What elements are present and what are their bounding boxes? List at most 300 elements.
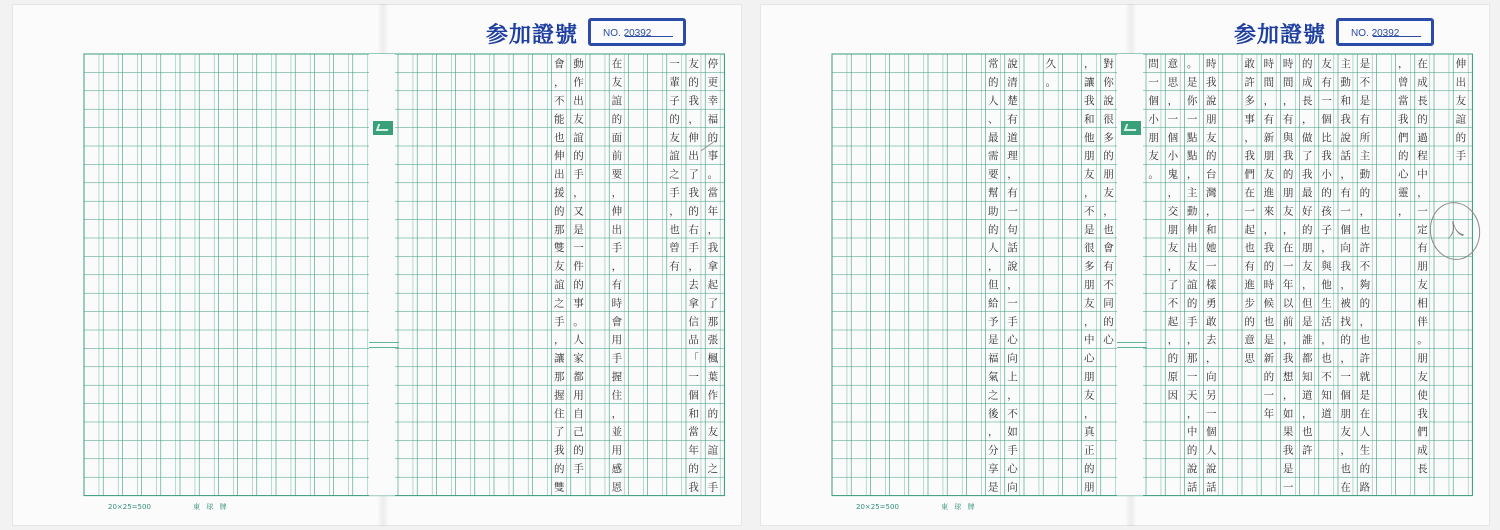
essay-char: 雙 — [554, 242, 565, 255]
essay-char: 友 — [1263, 168, 1275, 181]
essay-char: 心 — [1007, 463, 1018, 476]
essay-char: 主 — [1186, 187, 1198, 200]
essay-char: 楓 — [707, 352, 719, 365]
essay-char: 是 — [1359, 95, 1371, 108]
essay-char: 所 — [1359, 131, 1371, 144]
essay-char: 我 — [1302, 168, 1313, 181]
essay-char: 我 — [554, 444, 565, 457]
essay-char: 進 — [1263, 187, 1275, 200]
essay-char: 我 — [1282, 150, 1294, 163]
essay-char: 有 — [1321, 76, 1332, 89]
essay-char: 住 — [611, 389, 623, 402]
grid-lines — [84, 54, 724, 496]
essay-char: 朋 — [1084, 150, 1095, 163]
essay-char: 時 — [1263, 58, 1275, 71]
essay-char: 有 — [611, 279, 623, 292]
essay-char: 成 — [1417, 444, 1428, 457]
essay-char: 的 — [1186, 444, 1198, 457]
page-title: 参加證號 — [486, 22, 579, 48]
essay-char: 中 — [1417, 168, 1428, 181]
essay-char: 不 — [554, 95, 565, 108]
essay-char: 候 — [1263, 297, 1275, 310]
manuscript-grid — [760, 4, 1490, 526]
essay-char: 話 — [1340, 150, 1351, 163]
essay-char: 在 — [1244, 187, 1255, 200]
essay-char: 被 — [1340, 297, 1351, 310]
essay-char: 的 — [1103, 315, 1114, 328]
essay-char: 援 — [554, 187, 565, 200]
essay-char: 曾 — [669, 242, 680, 255]
essay-char: 我 — [707, 242, 719, 255]
essay-char: 有 — [1007, 113, 1018, 126]
essay-char: 意 — [1167, 58, 1179, 71]
essay-char: 是 — [1359, 58, 1371, 71]
essay-char: ， — [1103, 205, 1114, 218]
essay-char: 手 — [669, 187, 680, 200]
number-label: NO. — [603, 28, 621, 39]
essay-char: 一 — [1321, 95, 1332, 108]
essay-char: 個 — [1206, 426, 1217, 439]
essay-char: 右 — [688, 223, 699, 236]
essay-char: 的 — [707, 131, 719, 144]
essay-char: 如 — [1007, 426, 1018, 439]
essay-char: 手 — [573, 168, 584, 181]
essay-char: 有 — [1263, 113, 1275, 126]
essay-char: 我 — [1244, 150, 1255, 163]
essay-char: 理 — [1007, 150, 1018, 163]
essay-char: ， — [1359, 315, 1371, 328]
essay-char: 使 — [1417, 389, 1428, 402]
essay-char: 是 — [1302, 315, 1313, 328]
essay-char: 手 — [611, 352, 623, 365]
essay-char: 友 — [707, 426, 719, 439]
essay-char: ， — [1282, 389, 1294, 402]
essay-char: 友 — [611, 76, 623, 89]
essay-char: 成 — [1302, 76, 1313, 89]
essay-char: 不 — [1084, 205, 1095, 218]
essay-char: ， — [1340, 279, 1351, 292]
essay-char: 更 — [707, 76, 719, 89]
essay-char: 與 — [1321, 260, 1332, 273]
essay-char: 讓 — [1084, 76, 1095, 89]
essay-char: 作 — [707, 389, 719, 402]
essay-char: ， — [1282, 95, 1294, 108]
essay-char: 予 — [988, 315, 999, 328]
essay-char: 誼 — [1186, 279, 1198, 292]
essay-char: 是 — [988, 481, 999, 494]
essay-char: 很 — [1084, 242, 1095, 255]
essay-char: 友 — [1186, 260, 1198, 273]
essay-char: 之 — [707, 463, 719, 476]
essay-char: ， — [1167, 334, 1179, 347]
essay-char: 也 — [1263, 315, 1275, 328]
essay-char: 夠 — [1359, 279, 1371, 292]
essay-char: ， — [611, 260, 623, 273]
essay-char: 我 — [1398, 113, 1409, 126]
essay-char: 當 — [1398, 95, 1409, 108]
essay-char: 不 — [1103, 279, 1114, 292]
essay-char: 手 — [573, 463, 584, 476]
essay-char: ， — [1263, 223, 1275, 236]
essay-char: 友 — [1302, 260, 1313, 273]
essay-char: 友 — [1167, 242, 1179, 255]
handwritten-essay — [988, 57, 1467, 493]
essay-char: 一 — [1340, 205, 1351, 218]
essay-char: 了 — [707, 297, 719, 310]
essay-char: 伸 — [1455, 58, 1467, 71]
essay-char: 是 — [1186, 76, 1198, 89]
essay-char: 的 — [1340, 334, 1351, 347]
essay-char: 的 — [1282, 168, 1294, 181]
essay-char: 的 — [1263, 260, 1275, 273]
essay-char: 的 — [1302, 223, 1313, 236]
essay-char: 和 — [688, 407, 699, 420]
essay-char: 友 — [1148, 150, 1159, 163]
essay-char: 對 — [1103, 58, 1114, 71]
essay-char: 話 — [1206, 481, 1217, 494]
essay-char: 出 — [611, 223, 623, 236]
essay-char: 一 — [1340, 371, 1351, 384]
essay-char: 去 — [688, 279, 699, 292]
essay-char: 如 — [1282, 407, 1294, 420]
essay-char: 友 — [1084, 389, 1095, 402]
number-underline — [1373, 36, 1421, 37]
essay-char: 找 — [1340, 315, 1351, 328]
essay-char: 用 — [611, 334, 623, 347]
essay-char: 也 — [669, 223, 680, 236]
essay-char: 個 — [1321, 113, 1332, 126]
essay-char: 思 — [1167, 76, 1179, 89]
essay-char: 年 — [1282, 279, 1294, 292]
essay-char: 一 — [1007, 205, 1018, 218]
essay-char: 起 — [1244, 223, 1255, 236]
essay-char: 說 — [1186, 463, 1198, 476]
essay-char: 一 — [1186, 371, 1198, 384]
essay-char: 和 — [1084, 113, 1095, 126]
essay-char: 的 — [573, 444, 584, 457]
essay-char: 「 — [688, 352, 699, 365]
essay-char: 的 — [573, 279, 584, 292]
essay-char: 又 — [573, 205, 584, 218]
essay-char: 一 — [669, 58, 680, 71]
essay-char: 友 — [573, 113, 584, 126]
essay-char: 手 — [1186, 315, 1198, 328]
essay-char: 人 — [988, 242, 999, 255]
essay-char: 伸 — [554, 150, 565, 163]
essay-char: 心 — [1007, 334, 1018, 347]
essay-char: ， — [1186, 334, 1198, 347]
essay-char: ， — [688, 260, 699, 273]
essay-char: 的 — [1103, 150, 1114, 163]
essay-char: 福 — [707, 113, 719, 126]
essay-char: 家 — [573, 352, 584, 365]
essay-char: 多 — [1244, 95, 1255, 108]
essay-char: 同 — [1103, 297, 1114, 310]
essay-char: ， — [988, 260, 999, 273]
essay-char: ， — [688, 113, 699, 126]
essay-char: 友 — [1103, 187, 1114, 200]
essay-char: 的 — [988, 76, 999, 89]
essay-char: 的 — [1398, 150, 1409, 163]
essay-char: 友 — [1417, 279, 1428, 292]
essay-char: 在 — [1417, 58, 1428, 71]
essay-char: 小 — [1321, 168, 1332, 181]
essay-char: 當 — [688, 426, 699, 439]
essay-char: 。 — [573, 315, 584, 328]
essay-char: 不 — [1007, 407, 1018, 420]
essay-char: 一 — [1244, 205, 1255, 218]
essay-char: 是 — [1263, 334, 1275, 347]
essay-char: 也 — [1359, 334, 1371, 347]
essay-char: 誼 — [1455, 113, 1467, 126]
essay-char: 朋 — [1263, 150, 1275, 163]
clip-icon — [1117, 342, 1147, 348]
number-badge — [1336, 18, 1434, 46]
essay-char: 有 — [1007, 187, 1018, 200]
clip-icon — [369, 342, 399, 348]
essay-char: 小 — [1148, 113, 1159, 126]
essay-char: 要 — [988, 168, 999, 181]
essay-char: 說 — [1206, 95, 1217, 108]
essay-char: 品 — [688, 334, 699, 347]
essay-char: 的 — [1359, 297, 1371, 310]
essay-char: 面 — [611, 131, 623, 144]
grid-size-label: 20×25=500 — [108, 503, 151, 511]
essay-char: 也 — [1359, 223, 1371, 236]
essay-char: 一 — [573, 242, 584, 255]
essay-char: 主 — [1359, 150, 1371, 163]
essay-char: 鬼 — [1167, 168, 1179, 181]
essay-char: 和 — [1340, 95, 1351, 108]
essay-char: 並 — [611, 426, 623, 439]
essay-char: 讓 — [554, 352, 565, 365]
essay-char: ， — [1263, 95, 1275, 108]
essay-char: 伸 — [688, 131, 699, 144]
essay-char: 我 — [1340, 260, 1351, 273]
essay-char: 個 — [688, 389, 699, 402]
essay-char: 道 — [1007, 131, 1018, 144]
essay-char: 當 — [707, 187, 719, 200]
essay-char: 一 — [1417, 205, 1428, 218]
essay-char: 長 — [1302, 95, 1313, 108]
essay-char: 定 — [1417, 223, 1428, 236]
essay-char: 楚 — [1007, 95, 1018, 108]
essay-char: 自 — [573, 407, 584, 420]
essay-char: ， — [1282, 334, 1294, 347]
essay-char: 與 — [1282, 131, 1294, 144]
essay-char: ， — [1084, 187, 1095, 200]
essay-char: 許 — [1359, 242, 1371, 255]
essay-char: ， — [554, 334, 565, 347]
essay-char: 起 — [707, 279, 719, 292]
essay-char: 誰 — [1302, 334, 1313, 347]
essay-char: ， — [1398, 205, 1409, 218]
essay-char: 的 — [1359, 463, 1371, 476]
essay-char: 說 — [1103, 95, 1114, 108]
essay-char: ， — [1340, 168, 1351, 181]
essay-char: 一 — [1263, 389, 1275, 402]
essay-char: 。 — [1148, 168, 1159, 181]
essay-char: 年 — [688, 444, 699, 457]
essay-char: 路 — [1359, 481, 1371, 494]
essay-char: 朋 — [1167, 223, 1179, 236]
essay-char: 拿 — [688, 297, 699, 310]
essay-char: 因 — [1167, 389, 1179, 402]
essay-char: ， — [1084, 315, 1095, 328]
essay-char: 我 — [1340, 113, 1351, 126]
essay-char: 朋 — [1084, 279, 1095, 292]
essay-char: ， — [1186, 168, 1198, 181]
essay-char: 的 — [554, 463, 565, 476]
essay-char: ， — [1167, 260, 1179, 273]
essay-char: 果 — [1282, 426, 1294, 439]
essay-char: 我 — [688, 187, 699, 200]
essay-char: 張 — [707, 334, 719, 347]
essay-char: ， — [554, 76, 565, 89]
essay-char: 朋 — [1103, 168, 1114, 181]
essay-char: 會 — [554, 58, 565, 71]
essay-char: 我 — [1206, 76, 1217, 89]
essay-char: 動 — [573, 58, 584, 71]
essay-char: 的 — [1263, 371, 1275, 384]
essay-char: 小 — [1167, 150, 1179, 163]
essay-char: 朋 — [1282, 187, 1294, 200]
essay-char: 手 — [688, 242, 699, 255]
essay-char: ， — [1302, 113, 1313, 126]
essay-char: 道 — [1302, 389, 1313, 402]
essay-char: 做 — [1302, 131, 1313, 144]
essay-char: 助 — [988, 205, 999, 218]
essay-char: 說 — [1007, 260, 1018, 273]
essay-char: 了 — [1167, 279, 1179, 292]
essay-char: 友 — [1417, 371, 1428, 384]
number-badge — [588, 18, 686, 46]
essay-char: 不 — [1359, 76, 1371, 89]
essay-char: 們 — [1417, 426, 1428, 439]
essay-char: 輩 — [669, 76, 680, 89]
essay-char: 一 — [1148, 76, 1159, 89]
essay-char: 。 — [707, 168, 719, 181]
essay-char: 也 — [1103, 223, 1114, 236]
essay-char: 一 — [1186, 113, 1198, 126]
essay-char: 用 — [611, 444, 623, 457]
page-title: 参加證號 — [1234, 22, 1327, 48]
essay-char: 子 — [1321, 223, 1332, 236]
essay-char: ， — [1007, 168, 1018, 181]
essay-char: 有 — [1340, 187, 1351, 200]
essay-char: 許 — [1359, 352, 1371, 365]
essay-char: 誼 — [707, 444, 719, 457]
manuscript-grid — [12, 4, 742, 526]
essay-char: 間 — [1263, 76, 1275, 89]
essay-char: 的 — [573, 150, 584, 163]
essay-char: 了 — [1302, 150, 1313, 163]
number-value: 20392 — [623, 28, 652, 39]
essay-char: 話 — [1007, 242, 1018, 255]
essay-char: 我 — [1417, 407, 1428, 420]
essay-char: 曾 — [1398, 76, 1409, 89]
essay-char: 的 — [707, 407, 719, 420]
essay-char: ， — [1206, 205, 1217, 218]
paper-brand: 東 球 牌 — [941, 503, 977, 511]
manuscript-page-left — [12, 4, 742, 526]
essay-char: 動 — [1186, 205, 1198, 218]
essay-char: 久 — [1045, 58, 1057, 71]
page-footer — [856, 502, 977, 512]
essay-char: 也 — [1244, 242, 1255, 255]
essay-char: 一 — [1282, 260, 1294, 273]
essay-char: 幫 — [988, 187, 999, 200]
essay-char: ， — [1398, 58, 1409, 71]
essay-char: 手 — [611, 242, 623, 255]
essay-char: 的 — [1321, 187, 1332, 200]
essay-char: 許 — [1302, 444, 1313, 457]
essay-char: 一 — [1282, 481, 1294, 494]
essay-char: 動 — [1359, 168, 1371, 181]
essay-char: 友 — [1340, 426, 1351, 439]
essay-char: 了 — [554, 426, 565, 439]
essay-char: 友 — [1455, 95, 1467, 108]
essay-char: 間 — [1282, 76, 1294, 89]
essay-char: 子 — [669, 95, 680, 108]
essay-char: 你 — [1186, 95, 1198, 108]
essay-char: 思 — [1244, 352, 1255, 365]
number-label: NO. — [1351, 28, 1369, 39]
essay-char: 友 — [1282, 205, 1294, 218]
essay-char: 手 — [1455, 150, 1467, 163]
essay-char: 成 — [1417, 76, 1428, 89]
essay-char: 另 — [1206, 389, 1217, 402]
essay-char: 手 — [554, 315, 565, 328]
essay-char: 。 — [1186, 58, 1198, 71]
essay-char: 那 — [554, 223, 565, 236]
essay-char: 交 — [1167, 205, 1179, 218]
essay-char: 向 — [1340, 242, 1351, 255]
essay-char: 友 — [554, 260, 565, 273]
essay-char: 時 — [1263, 279, 1275, 292]
essay-char: 話 — [1186, 481, 1198, 494]
essay-char: 用 — [573, 389, 584, 402]
essay-char: 好 — [1302, 205, 1313, 218]
essay-char: 清 — [1007, 76, 1018, 89]
essay-char: 程 — [1417, 150, 1428, 163]
essay-char: 比 — [1321, 131, 1332, 144]
essay-char: 事 — [1244, 113, 1255, 126]
essay-char: 問 — [1148, 58, 1159, 71]
essay-char: 在 — [1340, 481, 1351, 494]
essay-char: 他 — [1321, 279, 1332, 292]
essay-char: 出 — [554, 168, 565, 181]
essay-char: 但 — [988, 279, 999, 292]
essay-char: 那 — [707, 315, 719, 328]
essay-char: 的 — [1359, 187, 1371, 200]
essay-char: 但 — [1302, 297, 1313, 310]
essay-char: 在 — [1359, 407, 1371, 420]
essay-char: 多 — [1084, 260, 1095, 273]
essay-char: 那 — [1186, 352, 1198, 365]
essay-char: 也 — [554, 131, 565, 144]
essay-char: 有 — [1282, 113, 1294, 126]
essay-char: 台 — [1206, 168, 1217, 181]
essay-char: ， — [1244, 131, 1255, 144]
essay-char: 件 — [573, 260, 584, 273]
paper-brand: 東 球 牌 — [193, 503, 229, 511]
essay-char: 的 — [1302, 58, 1313, 71]
essay-char: ， — [573, 187, 584, 200]
essay-char: 活 — [1321, 315, 1332, 328]
essay-char: 我 — [688, 95, 699, 108]
essay-char: 握 — [611, 371, 623, 384]
